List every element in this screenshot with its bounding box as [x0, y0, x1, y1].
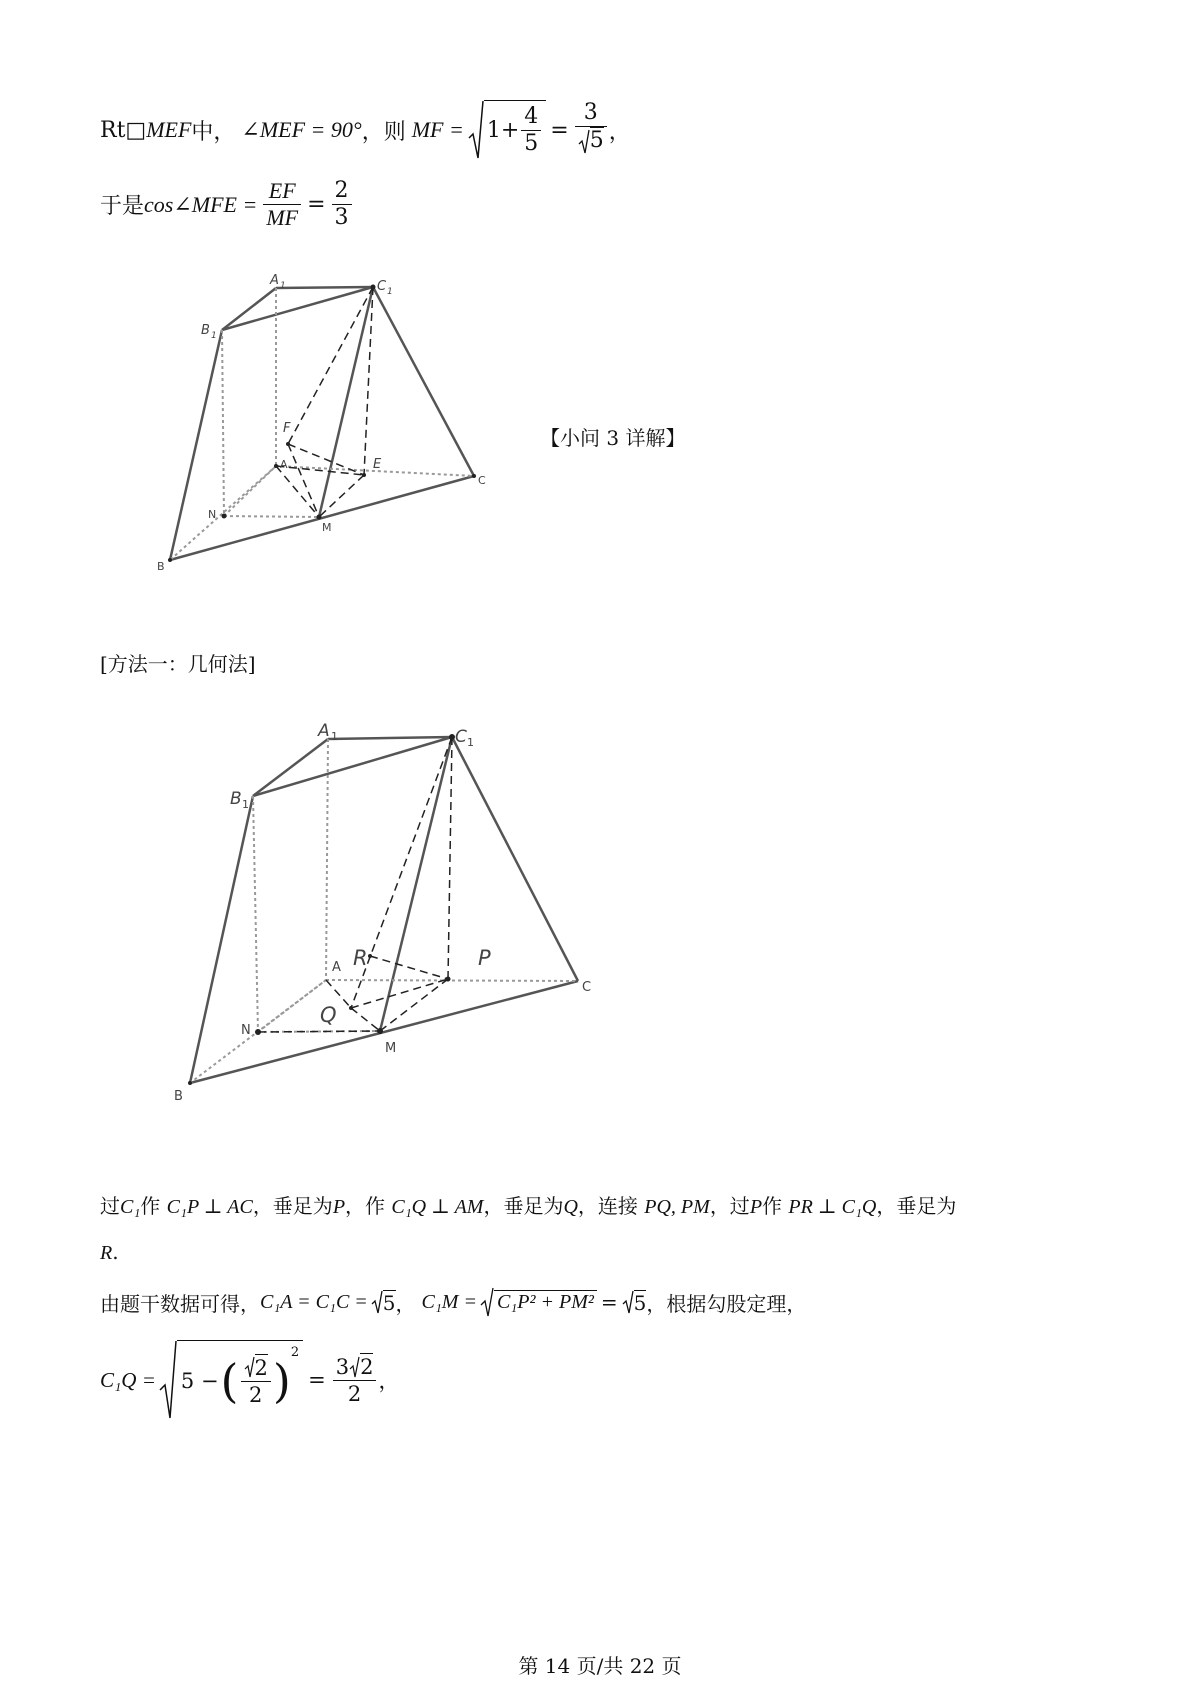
point-p-2: P — [749, 1196, 763, 1218]
point-q: Q — [563, 1196, 578, 1218]
method-heading: [方法一：几何法] — [100, 652, 256, 676]
label-c1-sub: 1 — [467, 736, 474, 749]
frac-3sqrt2-over-2 — [333, 1353, 377, 1407]
text-zuo: 作 — [140, 1194, 161, 1218]
expr-pr-perp-c1q: PR ⊥ C₁Q — [788, 1196, 877, 1218]
label-p: P — [478, 946, 491, 970]
radical-sign-icon — [622, 1290, 634, 1314]
frac-mf: MF — [266, 205, 299, 230]
frac-num-4: 4 — [521, 104, 541, 131]
sqrt5-a-value: 5 — [382, 1290, 396, 1315]
label-c: C — [478, 474, 486, 487]
construction-paragraph — [100, 1190, 956, 1219]
frac-num-3: 3 — [575, 100, 607, 127]
angle-expression: ∠MEF = 90° — [241, 117, 362, 142]
frac-num-2: 2 — [332, 178, 352, 205]
frac-ef: EF — [263, 178, 301, 205]
equals-sign: = — [550, 117, 569, 143]
label-b1: B — [230, 789, 242, 809]
point-c1: C₁ — [120, 1196, 141, 1218]
box-glyph: □ — [125, 117, 147, 143]
label-n: N — [208, 508, 217, 521]
period: . — [112, 1240, 119, 1264]
three: 3 — [335, 1354, 350, 1379]
sqrt-five-minus — [159, 1340, 303, 1420]
label-m: M — [322, 521, 332, 534]
five-minus: 5 − — [180, 1368, 219, 1393]
text-foot: ，垂足为 — [252, 1194, 333, 1218]
exponent-2: 2 — [290, 1345, 300, 1360]
equals-sign: = — [307, 192, 326, 217]
expr-c1a-c1c: C₁A = C₁C = — [260, 1290, 368, 1313]
label-b: B — [174, 1089, 183, 1104]
radical-sign-icon — [480, 1287, 494, 1317]
text-tigan: 由题干数据可得， — [100, 1291, 260, 1316]
label-b1: B — [201, 323, 210, 338]
line1-tail: ， — [608, 119, 631, 145]
radical-sign-icon — [371, 1290, 383, 1314]
label-a1: A — [318, 721, 330, 741]
sqrt2-b: 2 — [360, 1355, 374, 1379]
expr-pq-pm: PQ, PM — [644, 1196, 710, 1218]
label-n: N — [241, 1023, 251, 1038]
text-zuo-3: 作 — [762, 1194, 783, 1218]
left-paren: ( — [220, 1353, 239, 1408]
tail-comma: ， — [378, 1369, 400, 1393]
label-m: M — [385, 1041, 397, 1056]
radicand: C₁P² + PM² — [494, 1290, 597, 1314]
right-paren: ) — [272, 1353, 291, 1408]
yushi-text: 于是 — [100, 194, 145, 219]
label-b1-sub: 1 — [211, 331, 217, 341]
construction-paragraph-line2 — [100, 1240, 119, 1265]
frac-den-5: 5 — [524, 131, 539, 156]
comma: ， — [395, 1291, 416, 1316]
text-gougu: ，根据勾股定理， — [646, 1291, 807, 1316]
label-a1-sub: 1 — [331, 730, 338, 743]
cos-expression: cos∠MFE = — [144, 191, 258, 217]
expr-c1q-perp-am: C₁Q ⊥ AM — [391, 1196, 484, 1218]
label-c1: C — [455, 727, 467, 747]
label-c1-sub: 1 — [387, 287, 393, 297]
ze-text: ，则 — [361, 119, 406, 145]
text-lianjie: ，连接 — [577, 1194, 638, 1218]
rt-prefix: Rt — [100, 117, 126, 143]
frac-den-2: 2 — [249, 1382, 263, 1407]
radical-sign-icon — [349, 1356, 360, 1378]
point-r: R — [100, 1242, 113, 1264]
label-c: C — [582, 980, 592, 995]
sqrt-c1p2-pm2 — [480, 1287, 597, 1317]
expr-c1q: C₁Q = — [100, 1367, 156, 1392]
label-r: R — [353, 946, 368, 970]
equals-sign: = — [308, 1368, 326, 1392]
frac-den-3: 3 — [334, 205, 349, 230]
text-zuo-2: ，作 — [345, 1194, 386, 1218]
geometry-figure-1 — [0, 0, 1200, 650]
frac-den-2b: 2 — [347, 1382, 362, 1406]
label-b: B — [157, 560, 165, 573]
c1q-equation — [100, 1340, 399, 1420]
label-q: Q — [320, 1003, 337, 1027]
sqrt5-b-value: 5 — [633, 1290, 647, 1315]
label-a1-sub: 1 — [280, 281, 286, 291]
data-paragraph — [100, 1287, 806, 1317]
label-c1: C — [377, 279, 387, 294]
radical-sign-icon — [244, 1356, 255, 1378]
sqrt5-b — [622, 1290, 647, 1315]
expr-c1p-perp-ac: C₁P ⊥ AC — [166, 1196, 253, 1218]
sqrt5-a — [371, 1290, 396, 1315]
frac-den-sqrt5: 5 — [589, 128, 604, 154]
label-f: F — [283, 421, 291, 436]
geometry-figure-2 — [0, 650, 1200, 1120]
text-foot-3: ，垂足为 — [876, 1194, 957, 1218]
label-a: A — [332, 960, 341, 975]
mf-lhs: MF = — [411, 117, 464, 142]
text-guo: 过 — [100, 1194, 120, 1218]
text-foot-2: ，垂足为 — [483, 1194, 564, 1218]
label-e: E — [373, 457, 382, 472]
expr-c1m: C₁M = — [421, 1290, 477, 1313]
one-plus: 1+ — [486, 118, 520, 143]
label-a1: A — [270, 273, 279, 288]
point-p: P — [332, 1196, 346, 1218]
zhong-text: 中， — [191, 119, 236, 145]
equals-sign: = — [600, 1290, 618, 1314]
page-footer: 第 14 页/共 22 页 — [518, 1654, 682, 1678]
frac-sqrt2-over-2 — [241, 1354, 271, 1408]
text-guo-2: ，过 — [709, 1194, 750, 1218]
label-b1-sub: 1 — [242, 798, 249, 811]
sqrt2-num: 2 — [254, 1355, 268, 1380]
detail-heading: 【小问 3 详解】 — [540, 426, 686, 450]
label-a: A — [280, 458, 288, 471]
radical-sign-icon — [159, 1340, 177, 1420]
triangle-name: MEF — [146, 117, 192, 142]
